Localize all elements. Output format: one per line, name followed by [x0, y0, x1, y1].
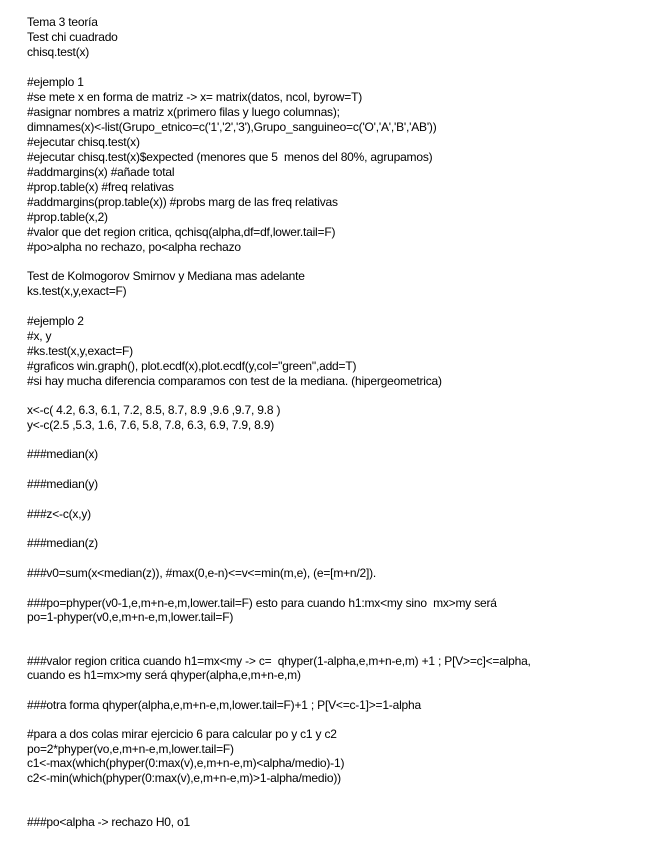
- doc-title: Tema 3 teoría: [27, 15, 98, 29]
- doc-subtitle: Test chi cuadrado: [27, 30, 118, 44]
- code-line: x<-c( 4.2, 6.3, 6.1, 7.2, 8.5, 8.7, 8.9 ,9.6 ,9.7, 9.8 ): [27, 403, 281, 417]
- section-heading: Test de Kolmogorov Smirnov y Mediana mas adelante: [27, 269, 305, 283]
- comment-line: ###valor region critica cuando h1=mx<my -> c= qhyper(1-alpha,e,m+n-e,m) +1 ; P[V>=c]<=alpha,: [27, 654, 531, 668]
- code-line: dimnames(x)<-list(Grupo_etnico=c('1','2','3'),Grupo_sanguineo=c('O','A','B','AB')): [27, 120, 437, 134]
- comment-line: #si hay mucha diferencia comparamos con test de la mediana. (hipergeometrica): [27, 374, 442, 388]
- comment-line: #asignar nombres a matriz x(primero filas y luego columnas);: [27, 105, 340, 119]
- comment-line: #ejecutar chisq.test(x)$expected (menores que 5 menos del 80%, agrupamos): [27, 150, 433, 164]
- code-line: chisq.test(x): [27, 45, 90, 59]
- comment-line: ###median(z): [27, 536, 98, 550]
- comment-line: #prop.table(x) #freq relativas: [27, 180, 174, 194]
- comment-line: #se mete x en forma de matriz -> x= matrix(datos, ncol, byrow=T): [27, 90, 362, 104]
- code-line: y<-c(2.5 ,5.3, 1.6, 7.6, 5.8, 7.8, 6.3, 6.9, 7.9, 8.9): [27, 418, 275, 432]
- text-line: cuando es h1=mx>my será qhyper(alpha,e,m+n-e,m): [27, 668, 301, 682]
- comment-line: #ks.test(x,y,exact=F): [27, 344, 133, 358]
- comment-line: ###median(y): [27, 477, 98, 491]
- comment-line: ###z<-c(x,y): [27, 507, 91, 521]
- comment-line: #addmargins(prop.table(x)) #probs marg de las freq relativas: [27, 195, 338, 209]
- comment-line: #ejemplo 1: [27, 75, 84, 89]
- code-line: po=1-phyper(v0,e,m+n-e,m,lower.tail=F): [27, 610, 234, 624]
- comment-line: #x, y: [27, 329, 52, 343]
- comment-line: ###po<alpha -> rechazo H0, o1: [27, 815, 190, 829]
- comment-line: ###po=phyper(v0-1,e,m+n-e,m,lower.tail=F) esto para cuando h1:mx<my sino mx>my será: [27, 596, 497, 610]
- code-line: c1<-max(which(phyper(0:max(v),e,m+n-e,m)<alpha/medio)-1): [27, 756, 345, 770]
- comment-line: ###median(x): [27, 447, 98, 461]
- code-line: c2<-min(which(phyper(0:max(v),e,m+n-e,m)>1-alpha/medio)): [27, 771, 341, 785]
- comment-line: #ejecutar chisq.test(x): [27, 135, 140, 149]
- comment-line: #graficos win.graph(), plot.ecdf(x),plot.ecdf(y,col="green",add=T): [27, 359, 357, 373]
- code-line: po=2*phyper(vo,e,m+n-e,m,lower.tail=F): [27, 742, 234, 756]
- comment-line: #addmargins(x) #añade total: [27, 165, 175, 179]
- comment-line: #para a dos colas mirar ejercicio 6 para calcular po y c1 y c2: [27, 727, 337, 741]
- comment-line: #valor que det region critica, qchisq(alpha,df=df,lower.tail=F): [27, 225, 336, 239]
- comment-line: #prop.table(x,2): [27, 210, 108, 224]
- comment-line: #po>alpha no rechazo, po<alpha rechazo: [27, 240, 241, 254]
- code-line: ks.test(x,y,exact=F): [27, 284, 127, 298]
- comment-line: ###otra forma qhyper(alpha,e,m+n-e,m,lower.tail=F)+1 ; P[V<=c-1]>=1-alpha: [27, 698, 421, 712]
- comment-line: ###v0=sum(x<median(z)), #max(0,e-n)<=v<=min(m,e), (e=[m+n/2]).: [27, 566, 377, 580]
- comment-line: #ejemplo 2: [27, 314, 84, 328]
